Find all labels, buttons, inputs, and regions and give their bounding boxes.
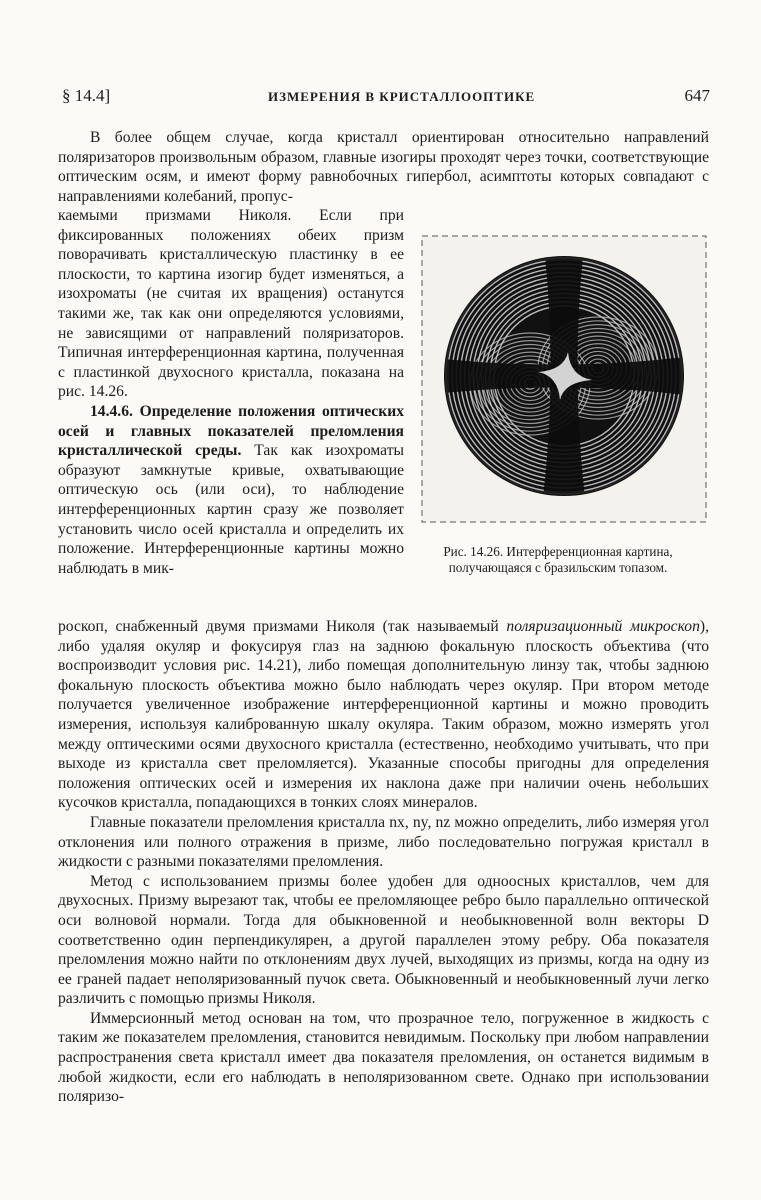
microscope-text-1: роскоп, снабженный двумя призмами Николя (так называемый [58, 618, 507, 635]
section-number: 14.4.6. [90, 402, 133, 420]
refraction-indices-paragraph: Главные показатели преломления кристалла nx, ny, nz можно определить, либо измеряя угол отклонения или полного отражения в призме, либо последовательно погружая кристалл в жидкости с разными показателями преломления. [58, 813, 709, 871]
microscope-text-2: ), либо удаляя окуляр и фокусируя глаз на заднюю фокальную плоскость объектива (что воспроизводит условия рис. 14.21), либо помещая дополнительную линзу так, чтобы заднюю фокальную плоскость объектива можно было наблюдать через окуляр. При втором методе получается увеличенное изображение интерференционной картины и можно проводить измерения, используя калиброванную шкалу окуляра. Таким образом, можно измерять угол между оптическими осями двухосного кристалла (естественно, необходимо учитывать, что при выходе из кристалла свет преломляется). Указанные способы пригодны для определения положения оптических осей и измерения их наклона даже при наличии очень небольших кусочков кристалла, попадающихся в тонких слоях минералов. [58, 618, 709, 812]
section-14-4-6 [58, 402, 404, 578]
left-column-text [58, 206, 404, 578]
microscope-paragraph [58, 617, 709, 813]
figure-caption: Рис. 14.26. Интерференционная картина, получающаяся с бразильским топазом. [443, 544, 673, 575]
intro-paragraph [58, 128, 709, 206]
immersion-method-paragraph: Иммерсионный метод основан на том, что прозрачное тело, погруженное в жидкость с таким же показателем преломления, становится невидимым. Поскольку при любом направлении распространения света кристалл имеет два показателя преломления, он останется видимым в любой жидкости, если его наблюдать в неполяризованном свете. Однако при использовании поляризо- [58, 1009, 709, 1106]
prism-method-paragraph: Метод с использованием призмы более удобен для одноосных кристаллов, чем для двухосных. Призму вырезают так, чтобы ее преломляющее ребро было параллельно оптической оси волновой нормали. Тогда для обыкновенной и необыкновенной волн векторы D соответственно один перпендикулярен, а другой параллелен этому ребру. Оба показателя преломления можно найти по отклонениям двух лучей, выходящих из призмы, когда на одну из ее граней падает неполяризованный пучок света. Обыкновенный и необыкновенный лучи легко различить с помощью призмы Николя. [58, 872, 709, 1008]
section-column-text: Так как изохроматы образуют замкнутые кривые, охватывающие оптическую ось (или оси), то наблюдение интерференционных картин сразу же позволяет установить число осей кристалла и определить их положение. Интерференционные картины можно наблюдать в мик- [58, 442, 404, 577]
figure-14-26 [420, 234, 708, 524]
interference-pattern-image [420, 234, 708, 524]
page-header [62, 86, 710, 110]
intro-column-text: каемыми призмами Николя. Если при фиксированных положениях обеих призм поворачивать кристаллическую пластинку в ее плоскости, то картина изогир будет изменяться, а изохроматы (не считая их вращения) останутся такими же, так как они определяются условиями, не зависящими от направлений поляризаторов. Типичная интерференционная картина, полученная с пластинкой двухосного кристалла, показана на рис. 14.26. [58, 207, 404, 401]
polarization-microscope-term: поляризационный микроскоп [506, 618, 700, 635]
page-number: 647 [684, 86, 710, 105]
running-title: ИЗМЕРЕНИЯ В КРИСТАЛЛООПТИКЕ [268, 89, 536, 104]
section-reference: § 14.4] [62, 86, 111, 105]
section-title: Определение положения оптических осей и главных показателей преломления кристаллической среды. [58, 402, 404, 460]
main-text [58, 617, 709, 1107]
intro-full-text: В более общем случае, когда кристалл ориентирован относительно направлений поляризаторов произвольным образом, главные изогиры проходят через точки, соответствующие оптическим осям, и имеют форму равнобочных гипербол, асимптоты которых совпадают с направлениями колебаний, пропус- [58, 129, 709, 205]
